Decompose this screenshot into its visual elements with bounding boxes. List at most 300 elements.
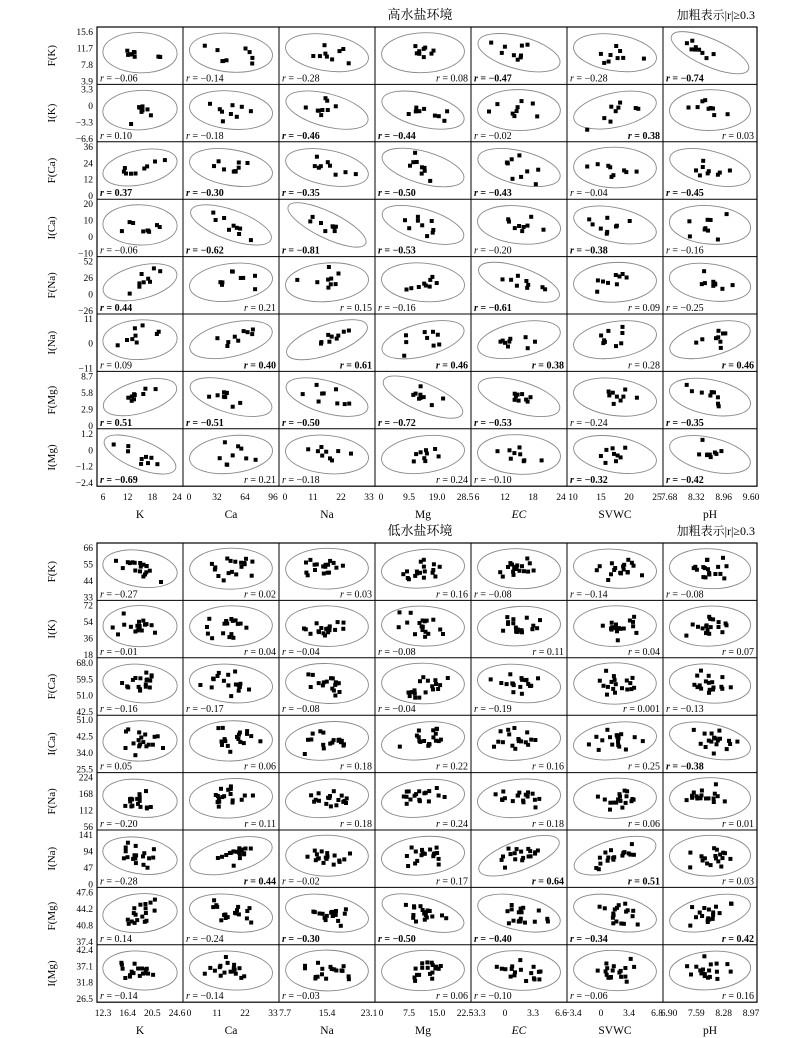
scatter-point <box>239 276 243 280</box>
panel-title: 高水盐环境 <box>387 7 453 22</box>
scatter-point <box>707 691 711 695</box>
scatter-point <box>326 563 330 567</box>
scatter-point <box>134 172 138 176</box>
scatter-cell <box>186 314 276 372</box>
scatter-point <box>507 732 511 736</box>
scatter-point <box>532 569 536 573</box>
scatter-point <box>714 905 718 909</box>
correlation-label: r = 0.03 <box>721 876 754 888</box>
scatter-point <box>704 679 708 683</box>
scatter-point <box>249 734 253 738</box>
scatter-point <box>435 727 439 731</box>
scatter-point <box>595 568 599 572</box>
scatter-point <box>728 742 732 746</box>
scatter-point <box>536 168 540 172</box>
scatter-point <box>422 55 426 59</box>
scatter-point <box>147 230 151 234</box>
y-tick-label: 18 <box>83 650 93 661</box>
scatter-point <box>124 849 128 853</box>
scatter-point <box>237 166 241 170</box>
scatter-point <box>334 104 338 108</box>
scatter-point <box>339 924 343 928</box>
scatter-point <box>124 846 128 850</box>
scatter-point <box>249 109 253 113</box>
scatter-point <box>705 558 709 562</box>
confidence-ellipse <box>571 717 659 765</box>
scatter-point <box>531 624 535 628</box>
scatter-point <box>721 556 725 560</box>
scatter-point <box>510 903 514 907</box>
scatter-point <box>545 917 549 921</box>
scatter-cell <box>474 948 562 1002</box>
scatter-point <box>313 977 317 981</box>
scatter-point <box>349 452 353 456</box>
scatter-point <box>238 731 242 735</box>
scatter-point <box>130 337 134 341</box>
correlation-label: r = 0.04 <box>243 646 276 658</box>
correlation-label: r = −0.50 <box>378 933 416 945</box>
scatter-point <box>224 916 228 920</box>
scatter-point <box>136 967 140 971</box>
scatter-point <box>141 323 145 327</box>
scatter-cell <box>186 143 275 199</box>
confidence-ellipse <box>379 431 467 479</box>
x-tick-label: 12.3 <box>94 1009 112 1020</box>
scatter-point <box>398 745 402 749</box>
scatter-point <box>129 172 133 176</box>
scatter-point <box>149 456 153 460</box>
y-tick-label: 11.7 <box>76 44 93 55</box>
correlation-label: r = 0.11 <box>532 646 564 658</box>
y-tick-label: 5.8 <box>81 388 93 399</box>
scatter-point <box>412 904 416 908</box>
correlation-label: r = −0.14 <box>186 73 224 85</box>
correlation-label: r = 0.02 <box>243 589 276 601</box>
scatter-point <box>619 799 623 803</box>
scatter-point <box>203 44 207 48</box>
scatter-point <box>620 331 624 335</box>
scatter-point <box>712 797 716 801</box>
scatter-point <box>609 627 613 631</box>
scatter-point <box>632 686 636 690</box>
scatter-point <box>707 674 711 678</box>
scatter-point <box>718 853 722 857</box>
scatter-point <box>721 856 725 860</box>
scatter-point <box>425 336 429 340</box>
scatter-point <box>411 393 415 397</box>
scatter-point <box>436 333 440 337</box>
scatter-point <box>315 155 319 159</box>
scatter-point <box>635 170 639 174</box>
scatter-point <box>130 797 134 801</box>
correlation-label: r = 0.51 <box>627 876 660 888</box>
scatter-point <box>709 962 713 966</box>
scatter-point <box>140 629 144 633</box>
scatter-point <box>620 854 624 858</box>
y-tick-label: 24 <box>83 159 93 170</box>
scatter-point <box>614 109 618 113</box>
scatter-cell <box>474 432 562 486</box>
scatter-point <box>319 221 323 225</box>
scatter-point <box>330 458 334 462</box>
scatter-point <box>711 917 715 921</box>
scatter-point <box>414 920 418 924</box>
scatter-point <box>614 682 618 686</box>
scatter-point <box>130 804 134 808</box>
scatter-point <box>417 397 421 401</box>
scatter-point <box>422 565 426 569</box>
scatter-point <box>120 229 124 233</box>
scatter-point <box>402 354 406 358</box>
scatter-point <box>342 744 346 748</box>
scatter-point <box>322 746 326 750</box>
correlation-label: r = 0.61 <box>339 360 372 372</box>
row-label: I(Ca) <box>46 216 58 240</box>
correlation-label: r = 0.06 <box>627 819 660 830</box>
scatter-point <box>439 964 443 968</box>
scatter-cell <box>378 140 468 199</box>
scatter-point <box>431 571 435 575</box>
scatter-point <box>416 215 420 219</box>
correlation-label: r = −0.18 <box>282 475 320 487</box>
scatter-point <box>509 975 513 979</box>
scatter-point <box>146 866 150 870</box>
y-tick-label: 0 <box>88 290 93 301</box>
scatter-point <box>623 789 627 793</box>
y-tick-label: 68.0 <box>76 658 93 669</box>
scatter-point <box>405 790 409 794</box>
scatter-point <box>489 41 493 45</box>
scatter-cell <box>284 260 372 314</box>
scatter-cell <box>474 26 564 84</box>
row-label: F(Mg) <box>46 901 58 931</box>
scatter-point <box>433 114 437 118</box>
scatter-point <box>151 743 155 747</box>
scatter-point <box>704 575 708 579</box>
confidence-ellipse <box>571 315 659 364</box>
scatter-point <box>711 913 715 917</box>
scatter-point <box>124 746 128 750</box>
scatter-point <box>431 618 435 622</box>
scatter-point <box>712 800 716 804</box>
correlation-label: r = 0.28 <box>627 360 660 372</box>
correlation-label: r = −0.30 <box>282 933 320 945</box>
scatter-point <box>407 112 411 116</box>
scatter-point <box>524 740 528 744</box>
scatter-point <box>423 330 427 334</box>
scatter-point <box>611 446 615 450</box>
correlation-label: r = −0.69 <box>100 475 138 487</box>
scatter-point <box>242 741 246 745</box>
scatter-point <box>621 395 625 399</box>
scatter-point <box>718 737 722 741</box>
scatter-point <box>431 330 435 334</box>
scatter-point <box>706 976 710 980</box>
correlation-label: r = 0.46 <box>435 360 468 372</box>
scatter-point <box>143 920 147 924</box>
scatter-point <box>501 629 505 633</box>
scatter-point <box>703 566 707 570</box>
scatter-point <box>601 280 605 284</box>
scatter-point <box>516 274 520 278</box>
scatter-point <box>133 676 137 680</box>
scatter-point <box>524 335 528 339</box>
scatter-point <box>537 977 541 981</box>
scatter-point <box>512 451 516 455</box>
scatter-point <box>217 159 221 163</box>
scatter-point <box>693 48 697 52</box>
scatter-point <box>232 864 236 868</box>
scatter-point <box>210 562 214 566</box>
scatter-cell <box>570 829 660 888</box>
correlation-label: r = −0.24 <box>570 417 608 429</box>
scatter-point <box>604 448 608 452</box>
y-tick-label: 56 <box>83 823 93 833</box>
scatter-cell <box>282 888 371 944</box>
scatter-point <box>717 729 721 733</box>
scatter-point <box>342 964 346 968</box>
scatter-point <box>520 630 524 634</box>
scatter-point <box>417 285 421 289</box>
scatter-point <box>720 687 724 691</box>
scatter-point <box>700 391 704 395</box>
scatter-cell <box>666 887 754 945</box>
scatter-point <box>618 571 622 575</box>
scatter-cell <box>186 889 275 945</box>
scatter-point <box>501 740 505 744</box>
confidence-ellipse <box>573 777 657 820</box>
scatter-point <box>526 283 530 287</box>
scatter-point <box>311 673 315 677</box>
scatter-point <box>605 230 609 234</box>
scatter-point <box>720 675 724 679</box>
scatter-point <box>535 626 539 630</box>
scatter-point <box>520 692 524 696</box>
correlation-label: r = 0.37 <box>100 188 133 200</box>
scatter-point <box>710 732 714 736</box>
scatter-point <box>630 797 634 801</box>
scatter-point <box>333 229 337 233</box>
scatter-point <box>720 287 724 291</box>
scatter-point <box>418 679 422 683</box>
scatter-point <box>410 846 414 850</box>
scatter-point <box>518 685 522 689</box>
scatter-point <box>622 568 626 572</box>
scatter-point <box>225 463 229 467</box>
scatter-point <box>141 392 145 396</box>
y-tick-label: 26.5 <box>76 995 93 1006</box>
scatter-point <box>719 449 723 453</box>
correlation-label: r = 0.08 <box>435 73 468 85</box>
scatter-point <box>311 732 315 736</box>
correlation-label: r = 0.38 <box>531 360 564 372</box>
scatter-point <box>309 632 313 636</box>
scatter-point <box>235 115 239 119</box>
y-tick-label: 0 <box>88 446 93 457</box>
scatter-point <box>719 346 723 350</box>
scatter-point <box>714 737 718 741</box>
scatter-point <box>608 735 612 739</box>
scatter-point <box>422 395 426 399</box>
scatter-point <box>213 969 217 973</box>
confidence-ellipse <box>669 835 751 877</box>
scatter-cell <box>380 546 468 601</box>
scatter-point <box>140 272 144 276</box>
scatter-point <box>533 738 537 742</box>
scatter-point <box>712 846 716 850</box>
row-label: I(Ca) <box>46 732 58 756</box>
y-tick-label: 36 <box>83 634 93 645</box>
scatter-point <box>707 615 711 619</box>
correlation-label: r = −0.74 <box>666 73 704 85</box>
scatter-point <box>131 221 135 225</box>
scatter-point <box>238 685 242 689</box>
scatter-point <box>149 113 153 117</box>
scatter-point <box>723 851 727 855</box>
scatter-point <box>622 922 626 926</box>
scatter-point <box>402 795 406 799</box>
scatter-point <box>511 621 515 625</box>
scatter-point <box>599 52 603 56</box>
scatter-point <box>142 863 146 867</box>
correlation-label: r = 0.17 <box>435 876 468 888</box>
scatter-point <box>231 103 235 107</box>
x-tick-label: 33 <box>364 493 374 504</box>
scatter-point <box>313 164 317 168</box>
x-tick-label: 15.4 <box>318 1009 336 1020</box>
scatter-cell <box>282 142 372 199</box>
scatter-point <box>321 743 325 747</box>
scatter-point <box>323 634 327 638</box>
scatter-point <box>222 578 226 582</box>
scatter-point <box>694 341 698 345</box>
scatter-point <box>137 730 141 734</box>
scatter-point <box>322 572 326 576</box>
scatter-point <box>703 98 707 102</box>
scatter-cell <box>666 429 754 487</box>
scatter-point <box>306 855 310 859</box>
confidence-ellipse <box>571 28 659 77</box>
scatter-cell <box>669 835 754 888</box>
scatter-point <box>520 99 524 103</box>
scatter-cell <box>282 662 369 715</box>
scatter-point <box>320 967 324 971</box>
x-tick-label: 9.60 <box>742 493 760 504</box>
scatter-point <box>313 563 317 567</box>
scatter-point <box>715 962 719 966</box>
scatter-point <box>129 122 133 126</box>
column-label: Na <box>320 1025 334 1038</box>
y-tick-label: 0 <box>88 421 93 432</box>
scatter-point <box>144 671 148 675</box>
confidence-ellipse <box>285 949 368 991</box>
x-tick-label: 22 <box>240 1009 250 1020</box>
scatter-point <box>613 907 617 911</box>
scatter-point <box>437 454 441 458</box>
scatter-point <box>226 744 230 748</box>
y-tick-label: 224 <box>78 773 93 784</box>
scatter-point <box>231 405 235 409</box>
correlation-label: r = −0.38 <box>666 761 704 773</box>
scatter-point <box>614 225 618 229</box>
correlation-label: r = −0.08 <box>282 704 320 716</box>
scatter-cell <box>378 259 466 314</box>
scatter-point <box>610 175 614 179</box>
scatter-cell <box>474 89 561 142</box>
confidence-ellipse <box>283 888 372 937</box>
scatter-point <box>424 690 428 694</box>
scatter-point <box>223 440 227 444</box>
scatter-point <box>611 912 615 916</box>
scatter-point <box>424 448 428 452</box>
scatter-point <box>528 561 532 565</box>
scatter-point <box>156 55 160 59</box>
correlation-label: r = 0.15 <box>339 303 372 314</box>
scatter-point <box>613 678 617 682</box>
scatter-point <box>431 735 435 739</box>
y-tick-label: −1.2 <box>75 462 93 473</box>
scatter-point <box>218 456 222 460</box>
scatter-point <box>410 690 414 694</box>
scatter-point <box>631 914 635 918</box>
correlation-label: r = −0.02 <box>474 130 512 142</box>
scatter-point <box>343 402 347 406</box>
scatter-point <box>542 228 546 232</box>
scatter-point <box>146 461 150 465</box>
scatter-point <box>123 166 127 170</box>
scatter-point <box>332 789 336 793</box>
scatter-point <box>513 973 517 977</box>
scatter-point <box>725 962 729 966</box>
scatter-point <box>345 796 349 800</box>
scatter-cell <box>100 720 178 773</box>
scatter-point <box>702 269 706 273</box>
scatter-point <box>404 903 408 907</box>
y-tick-label: 34.0 <box>76 749 93 760</box>
scatter-point <box>702 954 706 958</box>
scatter-point <box>231 801 235 805</box>
scatter-point <box>224 853 228 857</box>
scatter-point <box>517 920 521 924</box>
scatter-point <box>138 569 142 573</box>
scatter-point <box>147 743 151 747</box>
scatter-point <box>144 968 148 972</box>
correlation-label: r = −0.30 <box>186 188 224 200</box>
correlation-label: r = −0.03 <box>282 991 320 1003</box>
y-tick-label: 47.6 <box>76 888 93 899</box>
correlation-label: r = −0.81 <box>282 245 320 257</box>
x-tick-label: 33 <box>268 1009 278 1020</box>
scatter-point <box>421 675 425 679</box>
scatter-point <box>623 966 627 970</box>
row-label: F(Na) <box>46 788 58 815</box>
scatter-point <box>494 792 498 796</box>
scatter-point <box>516 105 520 109</box>
scatter-cell <box>378 368 468 429</box>
scatter-point <box>525 616 529 620</box>
scatter-point <box>716 395 720 399</box>
scatter-point <box>509 852 513 856</box>
scatter-point <box>530 627 534 631</box>
scatter-point <box>513 857 517 861</box>
y-tick-label: 10 <box>83 216 93 227</box>
correlation-label: r = 0.03 <box>721 130 754 142</box>
scatter-point <box>616 106 620 110</box>
scatter-point <box>137 797 141 801</box>
scatter-point <box>150 673 154 677</box>
scatter-point <box>620 686 624 690</box>
scatter-point <box>329 277 333 281</box>
